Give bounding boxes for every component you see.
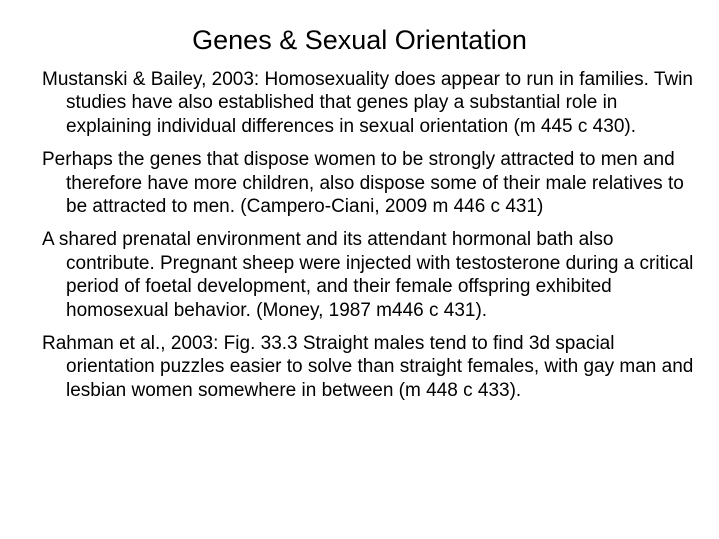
slide-body [42,68,702,412]
paragraph-mustanski-bailey: Mustanski & Bailey, 2003: Homosexuality does appear to run in families. Twin studies have also established that genes play a substantial role in explaining individual differences in sexual orientation (m 445 c 430). [42,69,693,137]
slide-title: Genes & Sexual Orientation [192,25,527,55]
paragraph-prenatal-environment: A shared prenatal environment and its attendant hormonal bath also contribute. Pregnant sheep were injected with testosterone during a critical period of foetal development, and their female offspring exhibited homosexual behavior. (Money, 1987 m446 c 431). [42,229,694,321]
paragraph-campero-ciani: Perhaps the genes that dispose women to be strongly attracted to men and therefore have more children, also dispose some of their male relatives to be attracted to men. (Campero-Ciani, 2009 m 446 c 431) [42,149,684,218]
paragraph-rahman: Rahman et al., 2003: Fig. 33.3 Straight males tend to find 3d spacial orientation puzzles easier to solve than straight females, with gay man and lesbian women somewhere in between (m 448 c 433). [42,333,694,401]
